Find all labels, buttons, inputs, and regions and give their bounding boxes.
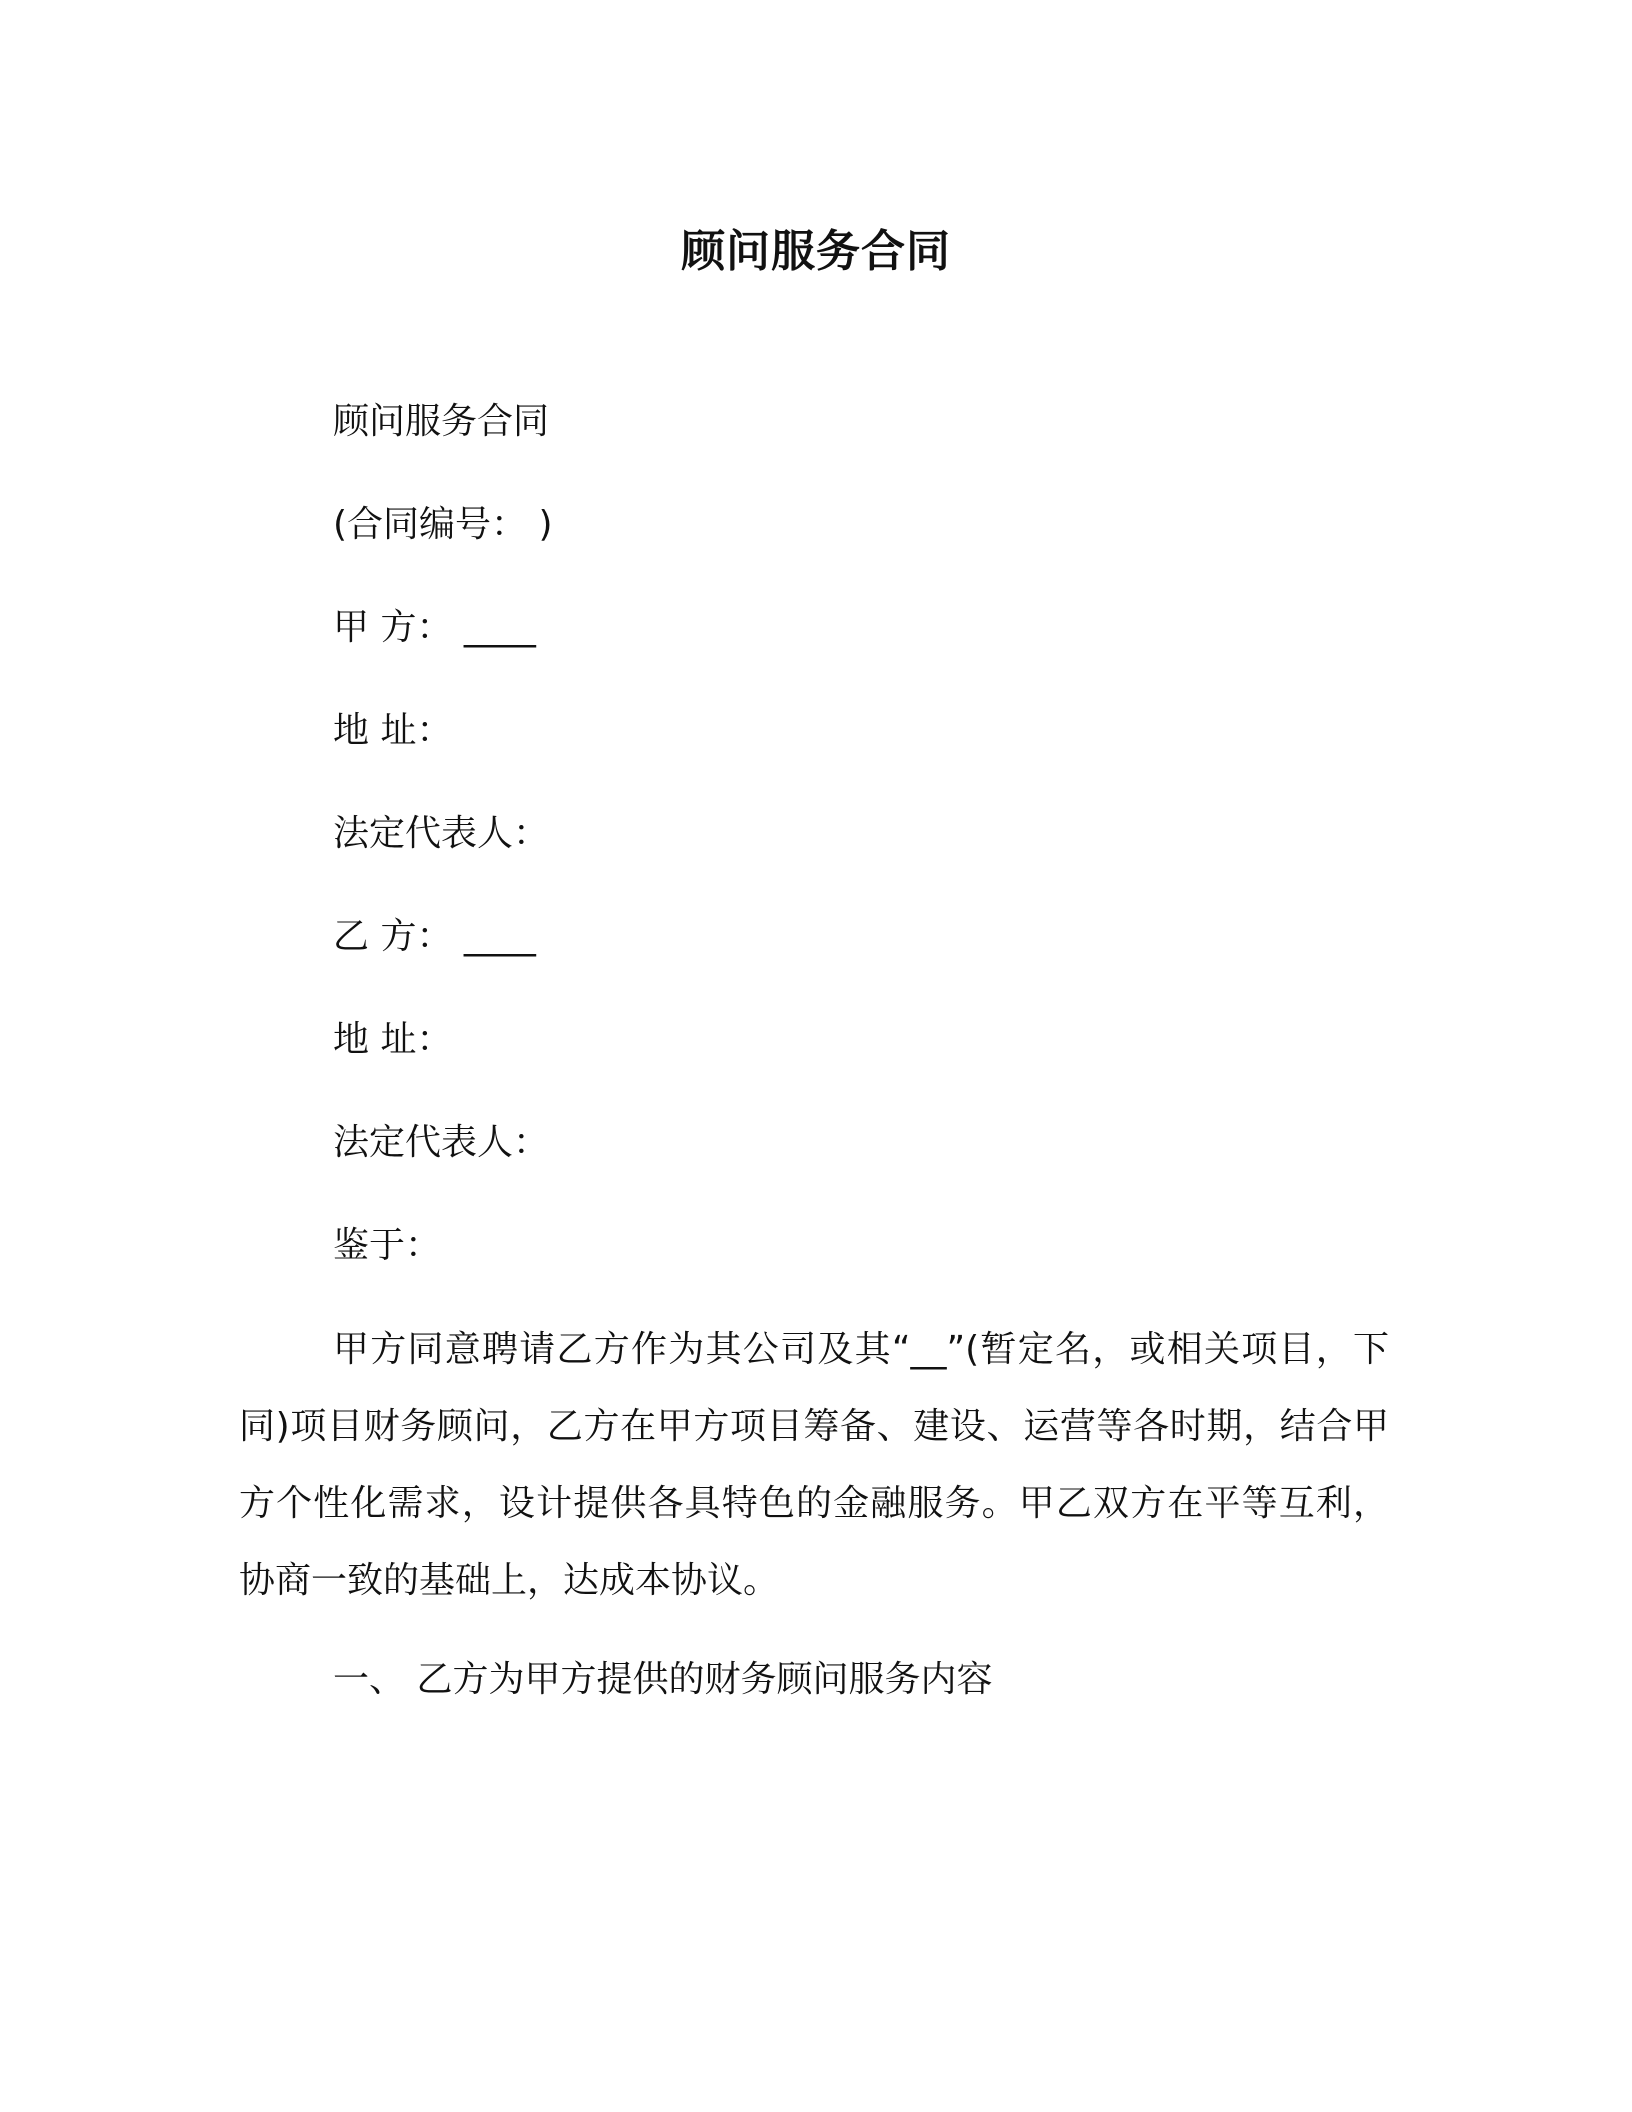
party-b-legal-representative: 法定代表人： <box>333 1122 550 1163</box>
document-subtitle: 顾问服务合同 <box>333 401 550 442</box>
intro-paragraph: 甲方同意聘请乙方作为其公司及其“__”(暂定名，或相关项目，下同)项目财务顾问，乙方在甲方项目筹备、建设、运营等各时期，结合甲方个性化需求，设计提供各具特色的金融服务。甲乙双方在平等互利，协商一致的基础上，达成本协议。 <box>239 1329 1389 1601</box>
document-title: 顾问服务合同 <box>681 226 951 277</box>
party-a-legal-representative: 法定代表人： <box>333 813 550 854</box>
section-1-heading: 一、 乙方为甲方提供的财务顾问服务内容 <box>333 1659 993 1700</box>
party-b-line: 乙 方： ____ <box>333 916 536 957</box>
whereas-label: 鉴于： <box>333 1225 442 1266</box>
party-a-line: 甲 方： ____ <box>333 607 536 648</box>
party-a-address: 地 址： <box>333 710 453 751</box>
party-b-address: 地 址： <box>333 1019 453 1060</box>
contract-number: (合同编号： ) <box>333 504 553 545</box>
